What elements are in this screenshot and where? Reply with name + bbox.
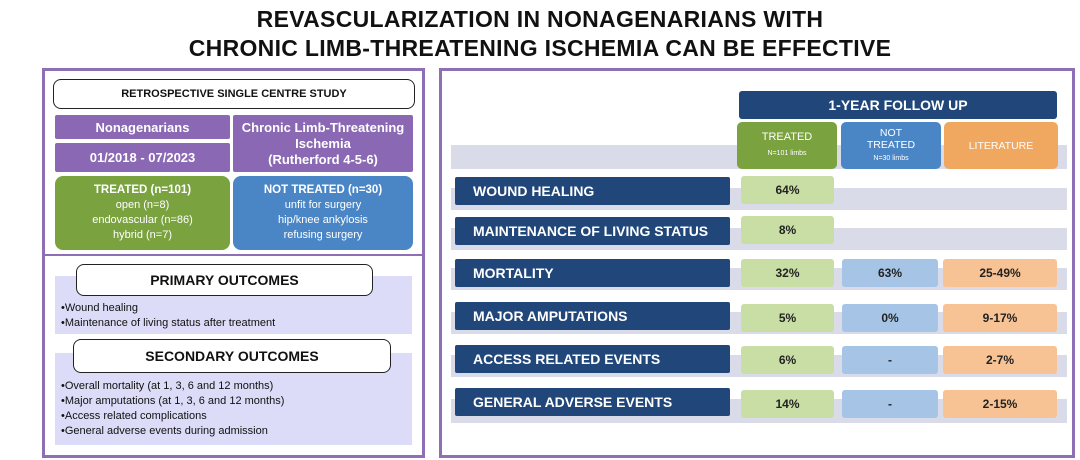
not-treated-group-heading: NOT TREATED (n=30) [263, 184, 383, 196]
not-treated-item-ankylosis: hip/knee ankylosis [278, 214, 368, 226]
cell-living-status-treated: 8% [741, 216, 834, 244]
row-label-major-amputations: MAJOR AMPUTATIONS [455, 302, 730, 330]
title-line-2: CHRONIC LIMB-THREATENING ISCHEMIA CAN BE EFFECTIVE [188, 35, 892, 61]
clti-line-2: Ischemia [295, 135, 351, 151]
list-item: •General adverse events during admission [61, 425, 268, 437]
primary-outcomes-list [61, 301, 401, 331]
column-literature-label: LITERATURE [968, 139, 1034, 152]
treated-item-hybrid: hybrid (n=7) [112, 229, 172, 241]
not-treated-item-unfit: unfit for surgery [284, 199, 362, 211]
cell-access-literature: 2-7% [943, 346, 1057, 374]
treated-group-box [55, 176, 230, 250]
cell-amputations-treated: 5% [741, 304, 834, 332]
clti-box [233, 115, 413, 172]
title-line-1: REVASCULARIZATION IN NONAGENARIANS WITH [256, 6, 824, 32]
list-item: •Wound healing [61, 302, 139, 314]
cell-adverse-treated: 14% [741, 390, 834, 418]
row-label-adverse-events: GENERAL ADVERSE EVENTS [455, 388, 730, 416]
study-type-box: RETROSPECTIVE SINGLE CENTRE STUDY [53, 79, 415, 109]
clti-line-3: (Rutherford 4-5-6) [268, 151, 378, 167]
column-not-treated-sub: N=30 limbs [873, 154, 909, 162]
cell-amputations-not-treated: 0% [842, 304, 938, 332]
row-label-mortality: MORTALITY [455, 259, 730, 287]
date-range-label: 01/2018 - 07/2023 [55, 143, 230, 172]
column-not-treated-label-2: TREATED [866, 138, 916, 151]
cell-access-treated: 6% [741, 346, 834, 374]
not-treated-item-refusing: refusing surgery [283, 229, 363, 241]
cell-wound-healing-treated: 64% [741, 176, 834, 204]
secondary-outcomes-heading: SECONDARY OUTCOMES [73, 339, 391, 373]
column-treated-label: TREATED [761, 131, 813, 143]
list-item: •Access related complications [61, 410, 207, 422]
column-header-treated [737, 122, 837, 169]
column-not-treated-label-1: NOT [879, 126, 903, 139]
row-label-living-status: MAINTENANCE OF LIVING STATUS [455, 217, 730, 245]
cell-amputations-literature: 9-17% [943, 304, 1057, 332]
treated-group-heading: TREATED (n=101) [93, 184, 192, 196]
secondary-outcomes-list [61, 379, 406, 439]
left-panel-divider [45, 254, 422, 256]
nonagenarians-label: Nonagenarians [55, 115, 230, 139]
treated-item-endovascular: endovascular (n=86) [92, 214, 193, 226]
cell-mortality-not-treated: 63% [842, 259, 938, 287]
followup-header: 1-YEAR FOLLOW UP [739, 91, 1057, 119]
list-item: •Overall mortality (at 1, 3, 6 and 12 months) [61, 380, 274, 392]
cell-adverse-not-treated: - [842, 390, 938, 418]
row-label-access-events: ACCESS RELATED EVENTS [455, 345, 730, 373]
cell-mortality-treated: 32% [741, 259, 834, 287]
list-item: •Major amputations (at 1, 3, 6 and 12 months) [61, 395, 285, 407]
cell-access-not-treated: - [842, 346, 938, 374]
list-item: •Maintenance of living status after treatment [61, 317, 276, 329]
clti-line-1: Chronic Limb-Threatening [241, 119, 405, 135]
treated-item-open: open (n=8) [115, 199, 170, 211]
row-label-wound-healing: WOUND HEALING [455, 177, 730, 205]
cell-adverse-literature: 2-15% [943, 390, 1057, 418]
cell-mortality-literature: 25-49% [943, 259, 1057, 287]
primary-outcomes-heading: PRIMARY OUTCOMES [76, 264, 373, 296]
not-treated-group-box [233, 176, 413, 250]
column-treated-sub: N=101 limbs [767, 150, 807, 157]
column-header-literature [944, 122, 1058, 169]
column-header-not-treated [841, 122, 941, 169]
